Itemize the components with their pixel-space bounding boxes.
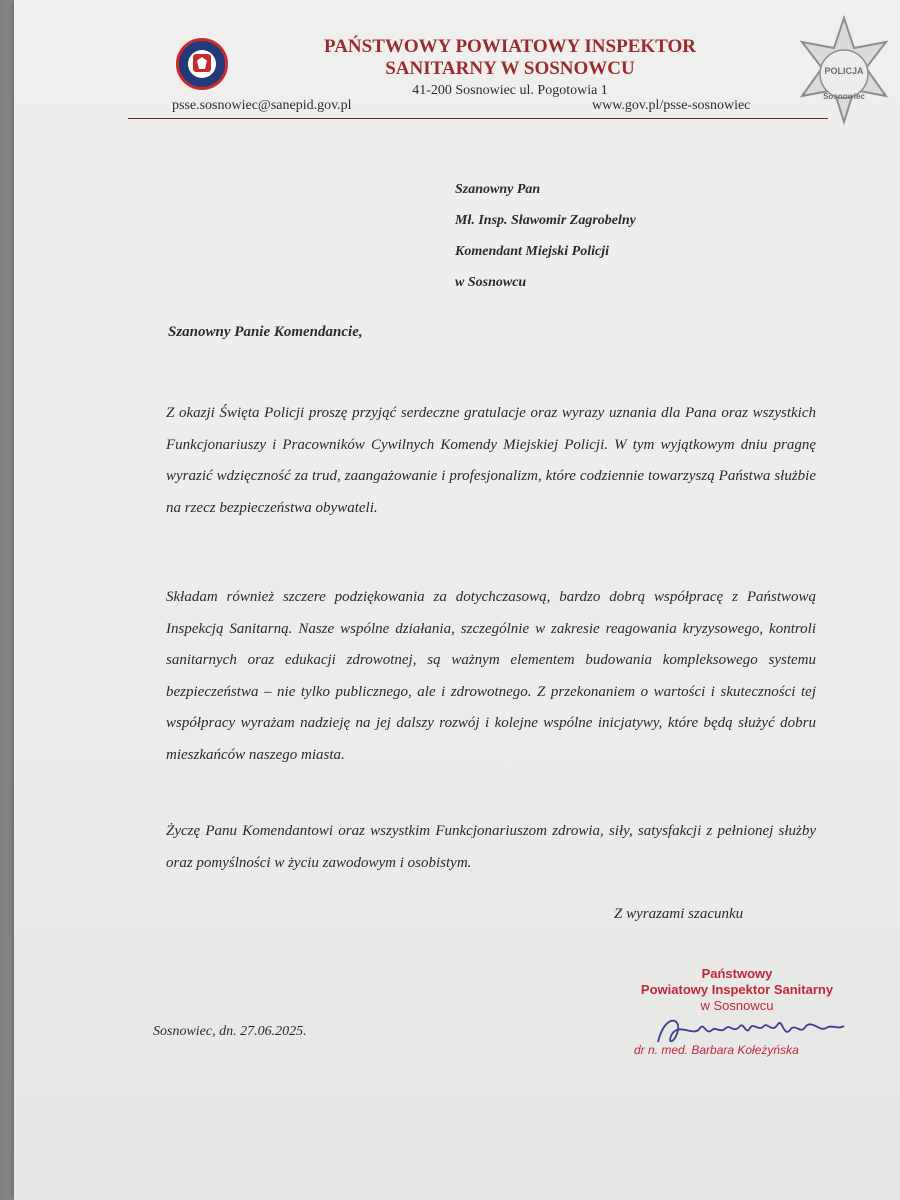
letterhead-title-line2: SANITARNY W SOSNOWCU (385, 58, 635, 79)
letterhead-email: psse.sosnowiec@sanepid.gov.pl (172, 98, 352, 113)
letterhead-address: 41-200 Sosnowiec ul. Pogotowia 1 (412, 83, 608, 98)
badge-label: POLICJA (824, 66, 864, 76)
recipient-line2: Mł. Insp. Sławomir Zagrobelny (455, 213, 636, 228)
stamp-line1: Państwowy (701, 966, 773, 981)
letterhead-title-line1: PAŃSTWOWY POWIATOWY INSPEKTOR (324, 36, 696, 57)
stamp-signatory-name: dr n. med. Barbara Kołeżyńska (634, 1043, 799, 1057)
recipient-line1: Szanowny Pan (455, 182, 541, 197)
letter-date: Sosnowiec, dn. 27.06.2025. (153, 1024, 307, 1039)
police-badge-icon (786, 12, 900, 128)
paragraph-2: Składam również szczere podziękowania za dotychczasową, bardzo dobrą współpracę z Państwową Inspekcją Sanitarną. Nasze wspólne działania, szczególnie w zakresie reagowania kryzysowego, kontroli sanitarnych oraz edukacji zdrowotnej, są ważnym elementem budowania kompleksowego systemu bezpieczeństwa – nie tylko publicznego, ale i zdrowotnego. Z przekonaniem o wartości i skuteczności tej współpracy wyrażam nadzieję na jej dalszy rozwój i kolejne wspólne inicjatywy, które będą służyć dobru mieszkańców naszego miasta. (166, 589, 816, 763)
greeting: Szanowny Panie Komendancie, (168, 324, 363, 340)
letterhead-divider (128, 118, 828, 119)
inspection-logo-icon (176, 38, 228, 90)
closing-phrase: Z wyrazami szacunku (614, 906, 744, 922)
official-stamp (612, 966, 862, 1014)
stamp-line3: w Sosnowcu (700, 998, 774, 1013)
letterhead-website: www.gov.pl/psse-sosnowiec (592, 98, 751, 113)
paragraph-3: Życzę Panu Komendantowi oraz wszystkim Funkcjonariuszom zdrowia, siły, satysfakcji z pełnionej służby oraz pomyślności w życiu zawodowym i osobistym. (166, 823, 816, 871)
paragraph-1: Z okazji Święta Policji proszę przyjąć serdeczne gratulacje oraz wyrazy uznania dla Pana oraz wszystkich Funkcjonariuszy i Pracowników Cywilnych Komendy Miejskiej Policji. W tym wyjątkowym dniu pragnę wyrazić wdzięczność za trud, zaangażowanie i profesjonalizm, które codziennie towarzyszą Państwa służbie na rzecz bezpieczeństwa obywateli. (166, 405, 816, 516)
stamp-line2: Powiatowy Inspektor Sanitarny (640, 982, 834, 997)
badge-city: Sosnowiec (823, 92, 865, 101)
recipient-line3: Komendant Miejski Policji (455, 244, 610, 259)
recipient-block (455, 174, 636, 298)
recipient-line4: w Sosnowcu (455, 275, 527, 290)
letterhead-title (250, 36, 770, 80)
